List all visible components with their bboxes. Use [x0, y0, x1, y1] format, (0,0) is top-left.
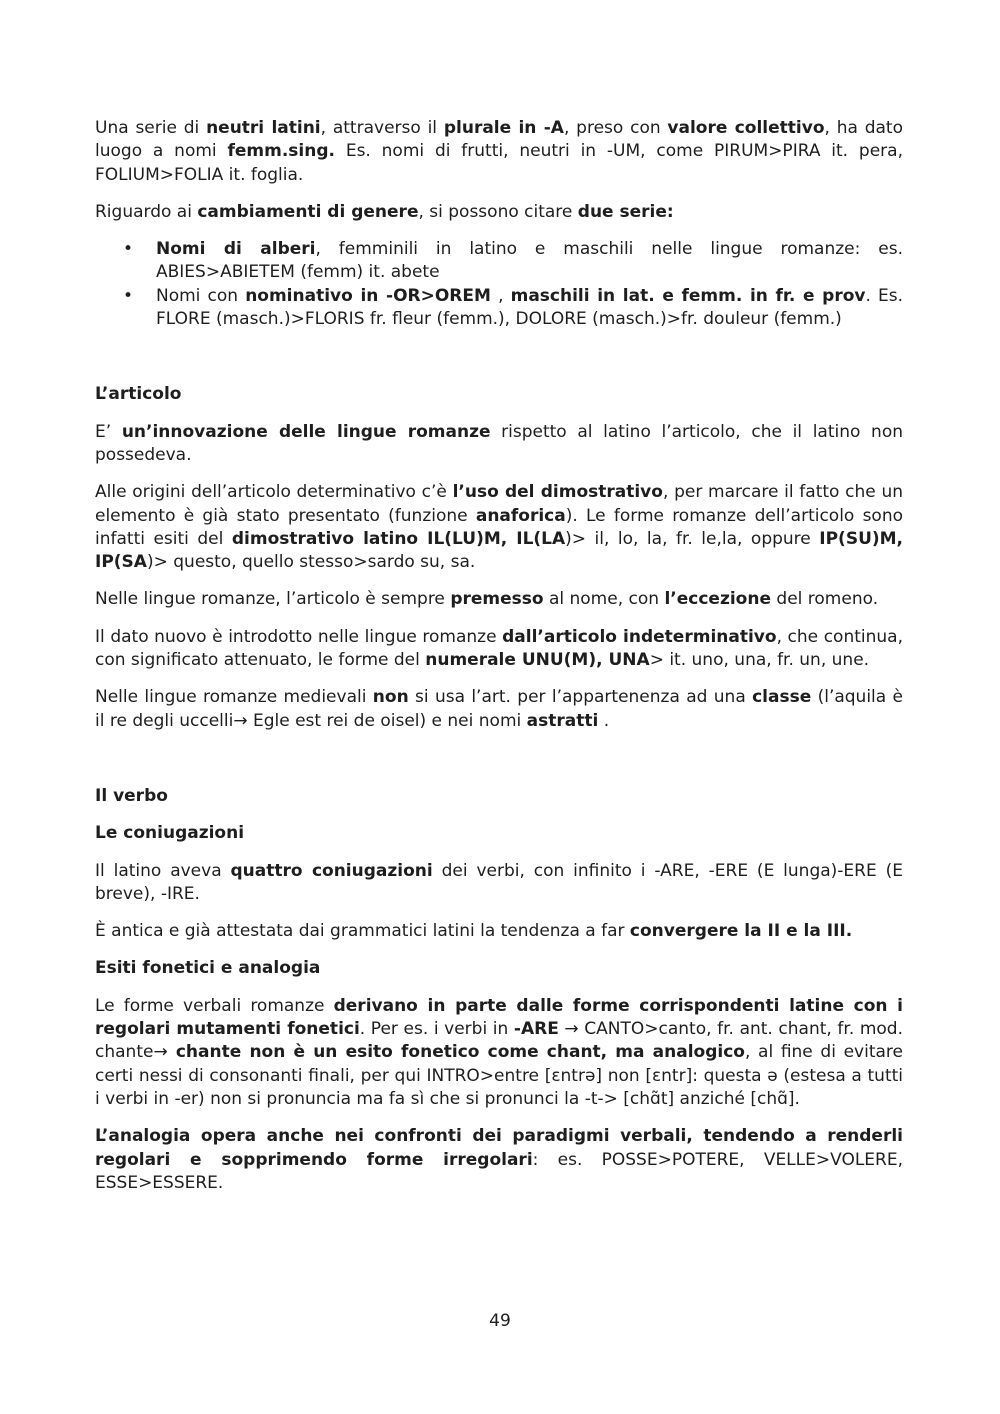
- bold-text: premesso: [450, 589, 544, 610]
- bold-text: chante non è un esito fonetico come chant, ma analogico: [167, 1042, 745, 1063]
- text: ). Le forme romanze dell’articolo sono infatti esiti del: [95, 505, 904, 549]
- bold-text: derivano in parte dalle forme corrispondenti latine con i regolari mutamenti fonetici: [95, 995, 903, 1040]
- text: Le forme verbali romanze: [95, 995, 334, 1016]
- bold-text: Nomi di alberi: [156, 239, 316, 260]
- text: Es. nomi di frutti, neutri in -UM, come PIRUM>PIRA it. pera, FOLIUM>FOLIA it. foglia.: [95, 141, 903, 185]
- text: Una serie di: [95, 118, 207, 138]
- bold-text: nominativo in -OR>OREM: [245, 285, 491, 306]
- spacer: [95, 747, 903, 785]
- text: , ha dato luogo a nomi: [95, 118, 903, 162]
- paragraph: [95, 686, 903, 733]
- page-number: 49: [489, 1311, 511, 1331]
- text: . Per es. i verbi in: [359, 1019, 514, 1040]
- document-page: [95, 117, 903, 1209]
- bold-text: classe: [752, 687, 812, 708]
- paragraph: [95, 860, 903, 907]
- bold-text: quattro coniugazioni: [230, 860, 433, 881]
- text: , femminili in latino e maschili nelle lingue romanze: es. ABIES>ABIETEM (femm) it. abete: [156, 239, 903, 283]
- arrow-right-icon: →: [558, 1019, 585, 1040]
- bold-text: un’innovazione delle lingue romanze: [121, 421, 491, 442]
- bold-text: numerale UNU(M), UNA: [425, 650, 650, 671]
- text: , al fine di evitare certi nessi di consonanti finali, per qui INTRO>entre [ɛntrə] non [ɛntr]: questa ə (estesa a tutti i verbi in -er) non si pronuncia ma fa sì che si pronunci la -t-> [chɑ̃t] anziché [chɑ̃].: [95, 1042, 903, 1109]
- text: Egle est rei de oisel) e nei nomi: [247, 710, 527, 731]
- paragraph: [95, 1125, 903, 1195]
- text: Nelle lingue romanze medievali: [95, 687, 373, 708]
- text: CANTO>canto, fr. ant. chant, fr. mod. chante: [95, 1019, 903, 1063]
- bold-text: non: [372, 687, 409, 708]
- subheading-coniugazioni: Le coniugazioni: [95, 823, 245, 844]
- text: > it. uno, una, fr. un, une.: [649, 650, 870, 671]
- paragraph: [95, 626, 903, 673]
- text: (l’aquila è il re degli uccelli: [95, 687, 904, 731]
- text: Il latino aveva: [95, 860, 231, 881]
- text: Alle origini dell’articolo determinativo c’è: [95, 482, 453, 503]
- text: Riguardo ai: [95, 201, 198, 222]
- text: E’: [95, 421, 122, 442]
- text: , per marcare il fatto che un elemento è già stato presentato (funzione: [95, 482, 903, 526]
- text: )> il, lo, la, fr. le,la, oppure: [565, 528, 820, 549]
- text: Nelle lingue romanze, l’articolo è sempre: [95, 589, 451, 610]
- bold-text: due serie:: [577, 201, 674, 222]
- text: rispetto al latino l’articolo, che il latino non possedeva.: [95, 421, 903, 465]
- list-item: [95, 285, 903, 332]
- bold-text: convergere la II e la III.: [629, 921, 853, 942]
- bold-text: l’uso del dimostrativo: [452, 482, 663, 503]
- paragraph: [95, 421, 903, 468]
- text: , che continua, con significato attenuato, le forme del: [95, 626, 903, 671]
- section-heading-articolo: L’articolo: [95, 384, 182, 405]
- text: . Es. FLORE (masch.)>FLORIS fr. fleur (femm.), DOLORE (masch.)>fr. douleur (femm.): [156, 285, 904, 330]
- text: )> questo, quello stesso>sardo su, sa.: [146, 552, 476, 573]
- text: , preso con: [563, 118, 668, 138]
- bold-text: valore collettivo: [667, 118, 825, 138]
- text: ,: [490, 285, 511, 306]
- bold-text: maschili in lat. e femm. in fr. e prov: [510, 285, 866, 306]
- paragraph-neutri-latini: [95, 117, 903, 187]
- paragraph: [95, 481, 903, 574]
- bold-text: cambiamenti di genere: [197, 201, 419, 222]
- text: È antica e già attestata dai grammatici latini la tendenza a far: [95, 921, 630, 942]
- bold-text: astratti: [526, 710, 599, 731]
- text: .: [598, 710, 610, 731]
- section-heading-verbo: Il verbo: [95, 785, 168, 806]
- bullet-icon: •: [123, 239, 134, 260]
- text: Nomi con: [156, 285, 246, 306]
- bold-text: L’analogia opera anche nei confronti dei paradigmi verbali, tendendo a renderli regolari e sopprimendo forme irregolari: [95, 1126, 903, 1170]
- text: , attraverso il: [320, 118, 444, 138]
- paragraph-cambiamenti-genere: [95, 201, 903, 224]
- paragraph: [95, 588, 903, 611]
- paragraph: [95, 920, 903, 943]
- text: del romeno.: [771, 589, 879, 610]
- arrow-right-icon: →: [153, 1042, 168, 1063]
- text: dei verbi, con infinito i -ARE, -ERE (E lunga)-ERE (E breve), -IRE.: [95, 860, 903, 904]
- bold-text: -ARE: [513, 1019, 559, 1040]
- bold-text: femm.sing.: [227, 141, 335, 162]
- list-item: [95, 238, 903, 285]
- bullet-list: [95, 238, 903, 331]
- paragraph: [95, 995, 903, 1111]
- text: Il dato nuovo è introdotto nelle lingue romanze: [95, 626, 503, 647]
- bold-text: dall’articolo indeterminativo: [502, 626, 777, 647]
- spacer: [95, 345, 903, 383]
- text: : es. POSSE>POTERE, VELLE>VOLERE, ESSE>ESSERE.: [95, 1149, 903, 1193]
- bold-text: anaforica: [475, 505, 566, 526]
- bold-text: plurale in -A: [443, 118, 564, 138]
- bold-text: neutri latini: [206, 118, 321, 138]
- bold-text: l’eccezione: [664, 589, 771, 610]
- subheading-esiti-fonetici: Esiti fonetici e analogia: [95, 958, 321, 979]
- text: si usa l’art. per l’appartenenza ad una: [408, 687, 753, 708]
- bold-text: dimostrativo latino IL(LU)M, IL(LA: [231, 528, 566, 549]
- bold-text: IP(SU)M, IP(SA: [95, 528, 904, 573]
- text: al nome, con: [543, 589, 665, 610]
- text: , si possono citare: [418, 201, 578, 222]
- arrow-right-icon: →: [233, 710, 248, 731]
- bullet-icon: •: [123, 285, 134, 306]
